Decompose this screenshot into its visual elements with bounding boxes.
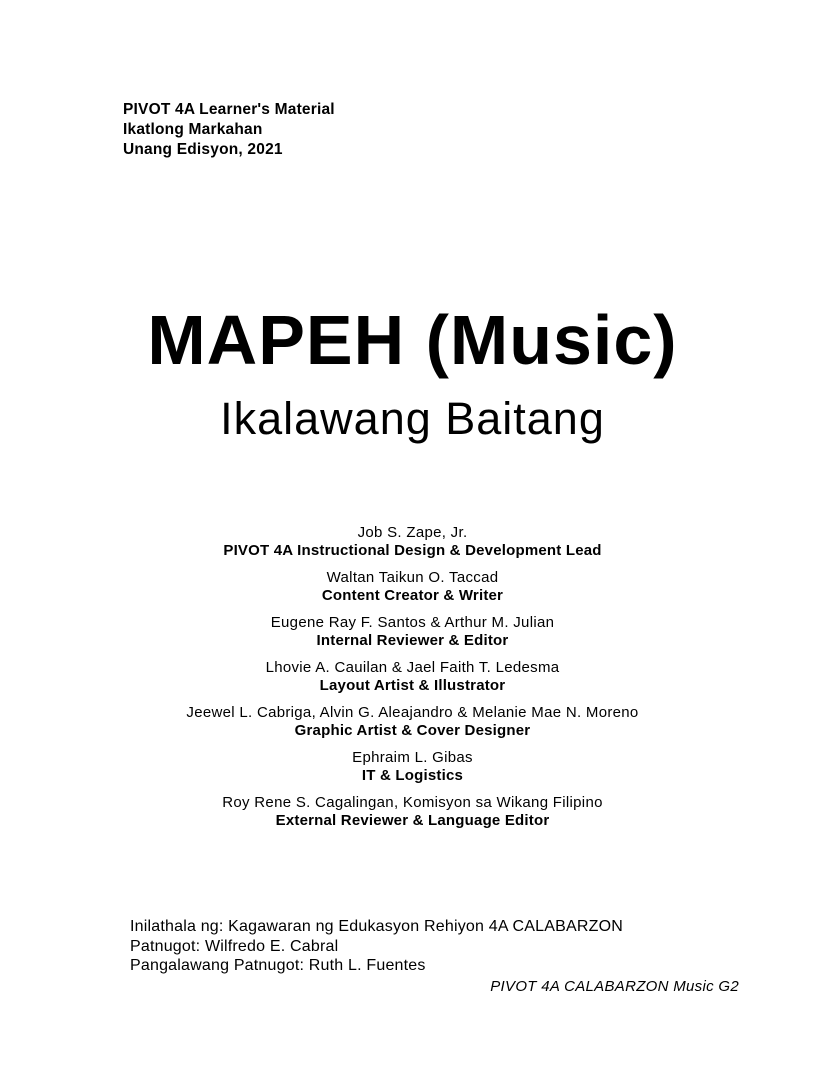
- credit-group: [0, 659, 825, 695]
- credit-group: [0, 569, 825, 605]
- publisher-line: Inilathala ng: Kagawaran ng Edukasyon Rehiyon 4A CALABARZON: [130, 918, 623, 935]
- credit-role: IT & Logistics: [361, 767, 464, 784]
- edition-header: [123, 100, 335, 160]
- credit-role: Internal Reviewer & Editor: [316, 632, 509, 649]
- credit-name: Jeewel L. Cabriga, Alvin G. Aleajandro & Melanie Mae N. Moreno: [186, 704, 639, 721]
- credit-role: PIVOT 4A Instructional Design & Development Lead: [223, 542, 602, 559]
- material-series-label: PIVOT 4A Learner's Material: [123, 101, 335, 118]
- credit-name: Job S. Zape, Jr.: [357, 524, 468, 541]
- credit-name: Eugene Ray F. Santos & Arthur M. Julian: [270, 614, 555, 631]
- credit-group: [0, 614, 825, 650]
- credit-group: [0, 704, 825, 740]
- credit-role: Graphic Artist & Cover Designer: [294, 722, 531, 739]
- page-subtitle: Ikalawang Baitang: [220, 393, 605, 444]
- publisher-info: [130, 917, 623, 976]
- credit-role: External Reviewer & Language Editor: [275, 812, 550, 829]
- editor-line: Patnugot: Wilfredo E. Cabral: [130, 937, 339, 955]
- credit-role: Layout Artist & Illustrator: [319, 677, 506, 694]
- quarter-label: Ikatlong Markahan: [123, 121, 263, 138]
- credit-group: [0, 524, 825, 560]
- credit-role: Content Creator & Writer: [321, 587, 504, 604]
- associate-editor-line: Pangalawang Patnugot: Ruth L. Fuentes: [130, 957, 426, 974]
- credit-name: Waltan Taikun O. Taccad: [326, 569, 499, 586]
- credit-name: Ephraim L. Gibas: [352, 749, 473, 766]
- credits-list: [0, 524, 825, 839]
- page-title: MAPEH (Music): [147, 301, 678, 379]
- credit-name: Roy Rene S. Cagalingan, Komisyon sa Wikang Filipino: [222, 794, 603, 811]
- credit-name: Lhovie A. Cauilan & Jael Faith T. Ledesma: [265, 659, 560, 676]
- edition-label: Unang Edisyon, 2021: [123, 141, 283, 158]
- credit-group: [0, 794, 825, 830]
- credit-group: [0, 749, 825, 785]
- footer-document-label: PIVOT 4A CALABARZON Music G2: [490, 978, 739, 995]
